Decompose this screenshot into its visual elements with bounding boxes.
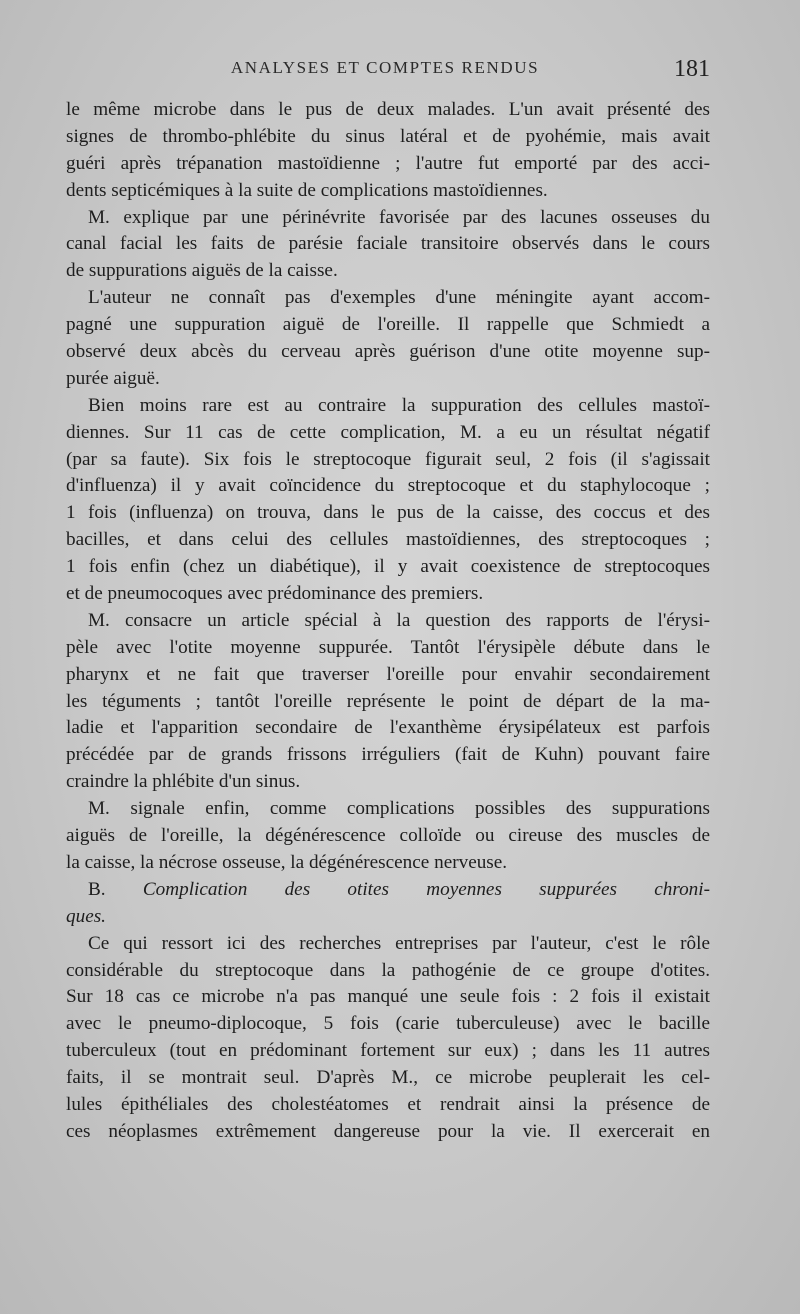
- running-title: ANALYSES ET COMPTES RENDUS: [230, 58, 540, 77]
- paragraph: [66, 608, 710, 796]
- text-line: purée aiguë.: [66, 367, 160, 389]
- text-line: Ce qui ressort ici des recherches entreprises par l'auteur, c'est le rôle: [88, 932, 710, 954]
- text-line: ces néoplasmes extrêmement dangereuse pour la vie. Il exercerait en: [66, 1120, 710, 1142]
- text-line: M. signale enfin, comme complications possibles des suppurations: [88, 798, 710, 820]
- paragraph: [66, 393, 710, 608]
- paragraph: [66, 931, 710, 1146]
- text-line: pèle avec l'otite moyenne suppurée. Tantôt l'érysipèle débute dans le: [66, 636, 710, 658]
- text-line: bacilles, et dans celui des cellules mastoïdiennes, des streptocoques ;: [66, 529, 710, 551]
- text-line: L'auteur ne connaît pas d'exemples d'une méningite ayant accom-: [88, 287, 710, 309]
- text-line: la caisse, la nécrose osseuse, la dégénérescence nerveuse.: [66, 851, 508, 873]
- text-line: pharynx et ne fait que traverser l'oreille pour envahir secondairement: [66, 663, 710, 685]
- text-line: les téguments ; tantôt l'oreille représente le point de départ de la ma-: [66, 690, 710, 712]
- running-head: [60, 56, 710, 88]
- text-line: (par sa faute). Six fois le streptocoque figurait seul, 2 fois (il s'agissait: [66, 448, 710, 470]
- section-label: B.: [88, 878, 106, 900]
- text-line: diennes. Sur 11 cas de cette complication, M. a eu un résultat négatif: [66, 421, 710, 443]
- text-line: 1 fois enfin (chez un diabétique), il y avait coexistence de streptocoques: [66, 556, 710, 578]
- body-text: [66, 97, 710, 1146]
- paragraph: [66, 205, 710, 286]
- text-line: M. explique par une périnévrite favorisée par des lacunes osseuses du: [88, 206, 710, 228]
- text-line: craindre la phlébite d'un sinus.: [66, 771, 301, 793]
- paragraph: [66, 97, 710, 205]
- paragraph: [66, 285, 710, 393]
- text-line: signes de thrombo-phlébite du sinus latéral et de pyohémie, mais avait: [66, 125, 710, 147]
- section-heading: [66, 877, 710, 931]
- text-line: tuberculeux (tout en prédominant fortement sur eux) ; dans les 11 autres: [66, 1040, 710, 1062]
- text-line: Bien moins rare est au contraire la suppuration des cellules mastoï-: [88, 394, 710, 416]
- text-line: canal facial les faits de parésie faciale transitoire observés dans le cours: [66, 233, 710, 255]
- text-line: lules épithéliales des cholestéatomes et rendrait ainsi la présence de: [66, 1093, 710, 1115]
- page-number: 181: [674, 56, 710, 82]
- text-line: d'influenza) il y avait coïncidence du streptocoque et du staphylocoque ;: [66, 475, 710, 497]
- text-line: observé deux abcès du cerveau après guérison d'une otite moyenne sup-: [66, 341, 710, 363]
- text-line: M. consacre un article spécial à la question des rapports de l'érysi-: [88, 609, 710, 631]
- text-line: Sur 18 cas ce microbe n'a pas manqué une seule fois : 2 fois il existait: [66, 986, 710, 1008]
- text-line: [66, 877, 710, 904]
- text-line: considérable du streptocoque dans la pathogénie de ce groupe d'otites.: [66, 959, 710, 981]
- text-line: avec le pneumo-diplocoque, 5 fois (carie tuberculeuse) avec le bacille: [66, 1013, 710, 1035]
- text-line: pagné une suppuration aiguë de l'oreille. Il rappelle que Schmiedt a: [66, 314, 710, 336]
- text-line: précédée par de grands frissons irréguliers (fait de Kuhn) pouvant faire: [66, 744, 710, 766]
- text-line: et de pneumocoques avec prédominance des premiers.: [66, 583, 484, 605]
- paragraph: [66, 796, 710, 877]
- text-line: ques.: [66, 905, 106, 927]
- text-line: de suppurations aiguës de la caisse.: [66, 260, 338, 282]
- text-line: le même microbe dans le pus de deux malades. L'un avait présenté des: [66, 99, 710, 120]
- section-title: Complication des otites moyennes suppurées chroni-: [142, 878, 710, 900]
- text-line: faits, il se montrait seul. D'après M., ce microbe peuplerait les cel-: [66, 1067, 710, 1089]
- text-line: aiguës de l'oreille, la dégénérescence colloïde ou cireuse des muscles de: [66, 825, 710, 847]
- text-line: dents septicémiques à la suite de complications mastoïdiennes.: [66, 179, 548, 201]
- text-line: 1 fois (influenza) on trouva, dans le pus de la caisse, des coccus et des: [66, 502, 710, 524]
- text-line: ladie et l'apparition secondaire de l'exanthème érysipélateux est parfois: [66, 717, 710, 739]
- text-line: guéri après trépanation mastoïdienne ; l'autre fut emporté par des acci-: [66, 152, 710, 174]
